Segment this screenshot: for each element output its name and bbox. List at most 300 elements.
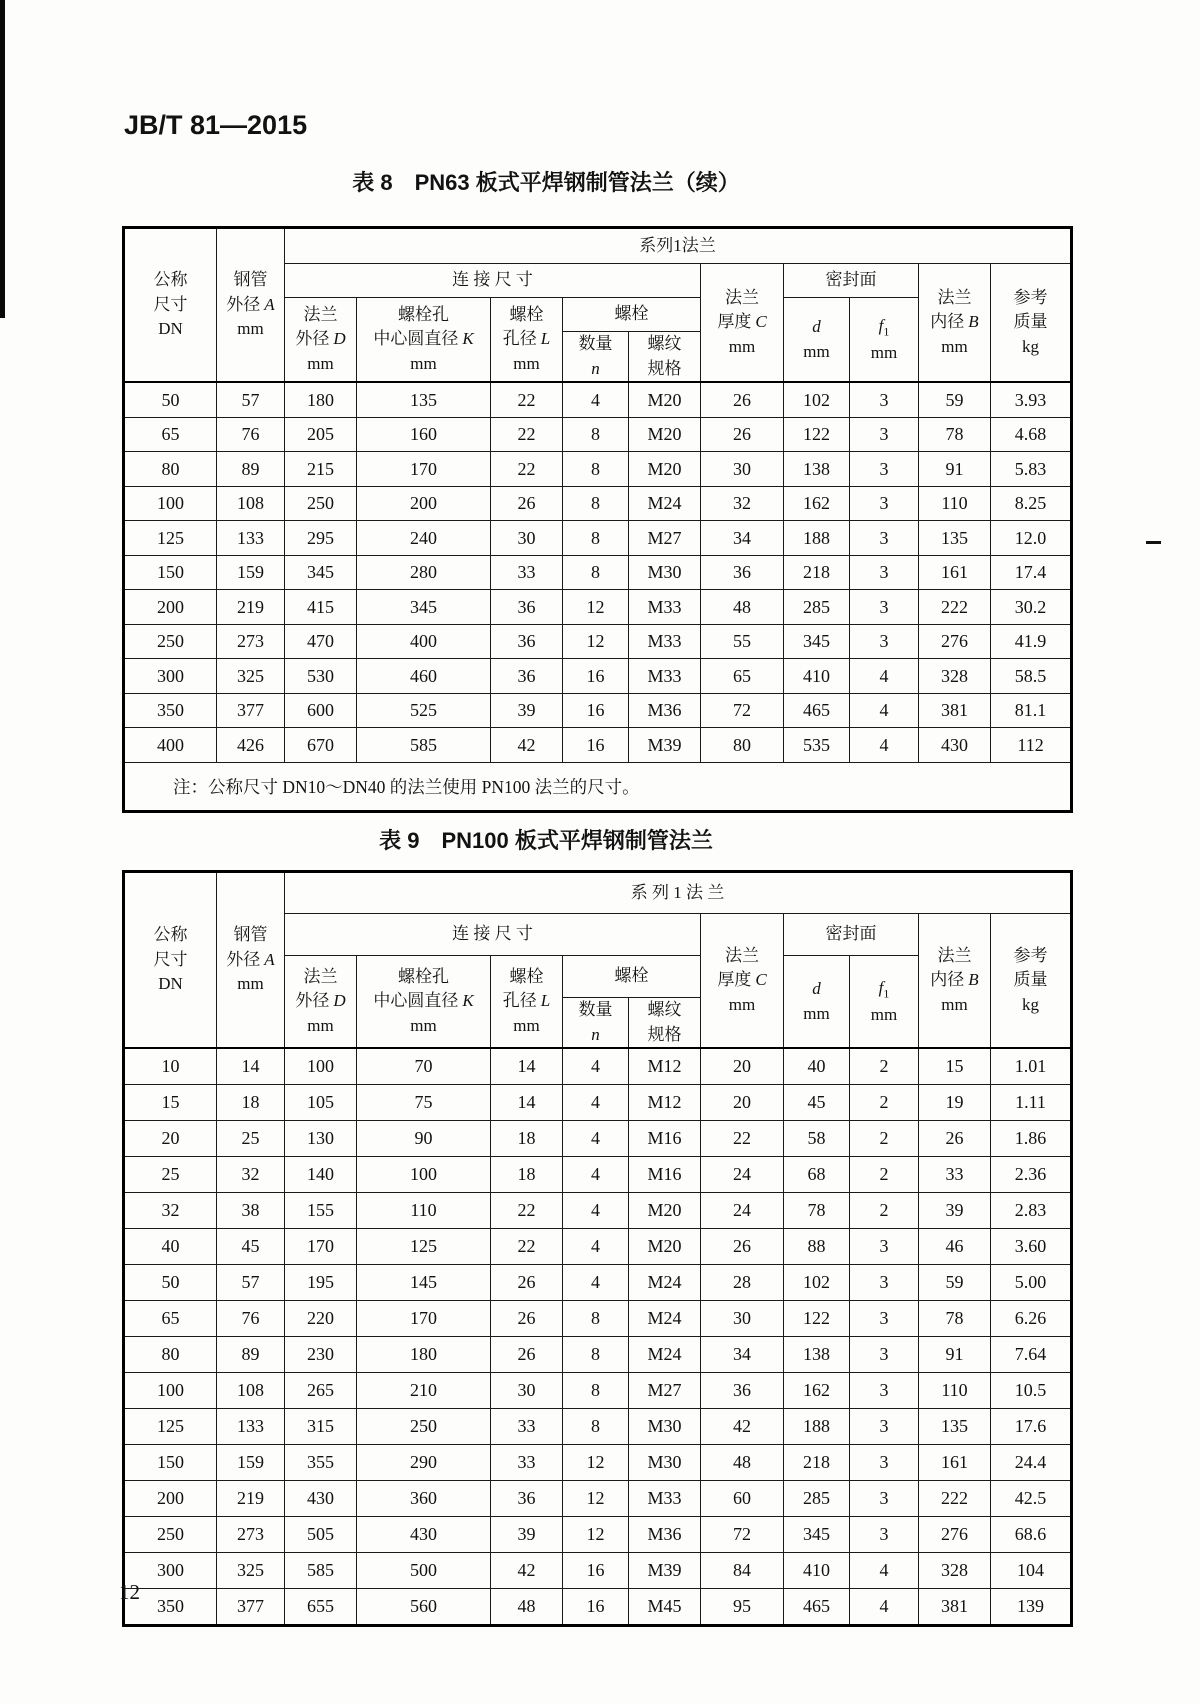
table-cell: 4 [563,1157,629,1193]
table-cell: 200 [124,590,217,625]
table-cell: 218 [784,1445,850,1481]
table-cell: 36 [491,624,563,659]
header-unit: mm [941,336,968,356]
table-row [124,417,1072,452]
table-cell: 125 [124,1409,217,1445]
col-header-seal-d [784,298,850,383]
table-cell: 3 [850,1301,919,1337]
header-unit: mm [941,994,968,1014]
table-cell: M33 [629,1481,701,1517]
table-cell: 58.5 [991,659,1072,694]
table-cell: 250 [357,1409,491,1445]
header-text: 参考 [1013,287,1048,307]
header-text: $f_1$ [878,315,890,339]
table-cell: 88 [784,1229,850,1265]
col-header-flange-od [285,298,357,383]
table-cell: 42.5 [991,1481,1072,1517]
table-cell: 230 [285,1337,357,1373]
table-cell: 170 [357,1301,491,1337]
col-header-bolt-hole [491,956,563,1049]
table-cell: 38 [217,1193,285,1229]
col-header-bolt-circle [357,956,491,1049]
table-cell: 218 [784,555,850,590]
table-cell: 2 [850,1193,919,1229]
table-row [124,1085,1072,1121]
header-text: 螺栓孔 [398,304,449,324]
table-cell: 100 [357,1157,491,1193]
table-cell: M20 [629,382,701,417]
table-cell: 145 [357,1265,491,1301]
table-cell: 3 [850,382,919,417]
header-unit: mm [803,341,830,361]
table-cell: 25 [124,1157,217,1193]
header-unit: mm [803,1003,830,1023]
table-cell: 135 [357,382,491,417]
header-text: 螺纹 [647,1000,682,1019]
table-cell: 3 [850,486,919,521]
table-cell: 135 [919,521,991,556]
table-cell: 5.00 [991,1265,1072,1301]
header-text: n [591,1024,600,1044]
table-cell: 1.01 [991,1048,1072,1085]
table-cell: 33 [491,1445,563,1481]
table-cell: 430 [285,1481,357,1517]
scan-dash-artifact [1146,541,1161,544]
table-cell: 430 [357,1517,491,1553]
col-header-flange-id [919,264,991,383]
header-text: 法兰 [725,945,759,965]
col-header-thickness [701,264,784,383]
table-cell: 80 [701,728,784,763]
table-cell: 8 [563,521,629,556]
table-cell: 95 [701,1589,784,1626]
table-cell: 57 [217,1265,285,1301]
table-cell: 345 [784,1517,850,1553]
table-cell: 155 [285,1193,357,1229]
table-cell: 60 [701,1481,784,1517]
table-cell: 110 [357,1193,491,1229]
table-cell: 108 [217,486,285,521]
table-cell: 3 [850,1337,919,1373]
table-cell: M20 [629,452,701,487]
table-cell: 4 [563,382,629,417]
table-cell: 36 [491,1481,563,1517]
table-cell: 122 [784,1301,850,1337]
table-cell: 133 [217,521,285,556]
table-cell: 160 [357,417,491,452]
table-cell: 57 [217,382,285,417]
table-cell: 16 [563,1589,629,1626]
table-cell: 112 [991,728,1072,763]
header-unit: mm [237,974,264,994]
header-text: 钢管 [233,925,268,945]
table-cell: 470 [285,624,357,659]
table-cell: 655 [285,1589,357,1626]
table-cell: 110 [919,1373,991,1409]
col-header-flange-id [919,914,991,1049]
header-text: 外径 D [295,329,346,349]
table-cell: 40 [784,1048,850,1085]
table-cell: 22 [491,1229,563,1265]
table-row [124,1301,1072,1337]
table-cell: 162 [784,1373,850,1409]
table-cell: 72 [701,693,784,728]
table-cell: 276 [919,624,991,659]
standard-number: JB/T 81—2015 [124,110,308,140]
table-cell: 285 [784,590,850,625]
table-row [124,728,1072,763]
table-cell: 180 [357,1337,491,1373]
table-cell: 8 [563,555,629,590]
table-cell: 25 [217,1121,285,1157]
table-cell: 250 [285,486,357,521]
table-cell: 75 [357,1085,491,1121]
table-cell: M30 [629,1409,701,1445]
table-cell: 28 [701,1265,784,1301]
table-cell: 30 [491,521,563,556]
table-cell: 39 [491,1517,563,1553]
header-text: 规格 [647,1024,682,1044]
table-cell: 33 [491,1409,563,1445]
table-cell: 12 [563,624,629,659]
table-cell: 76 [217,417,285,452]
header-text: 法兰 [303,966,338,986]
header-text: 尺寸 [153,294,188,314]
table-cell: 84 [701,1553,784,1589]
table-cell: 26 [491,1337,563,1373]
table-cell: 4 [850,1553,919,1589]
header-text: 规格 [647,358,682,378]
table-cell: 8 [563,486,629,521]
group-header-series1: 系 列 1 法 兰 [285,872,1072,914]
table-cell: 210 [357,1373,491,1409]
table-cell: M12 [629,1085,701,1121]
table-cell: 10.5 [991,1373,1072,1409]
header-text: DN [158,319,183,339]
header-text: 中心圆直径 K [373,329,474,349]
table-cell: M20 [629,1193,701,1229]
group-header-bolt: 螺栓 [563,298,701,332]
col-header-ref-mass [991,264,1072,383]
header-text: DN [158,974,183,994]
table-cell: M24 [629,1265,701,1301]
table-cell: 55 [701,624,784,659]
table-cell: 42 [491,1553,563,1589]
table-cell: 78 [919,417,991,452]
scan-edge-artifact [0,0,5,318]
table-cell: 18 [491,1121,563,1157]
table-row [124,1409,1072,1445]
table-cell: 19 [919,1085,991,1121]
table-row [124,1048,1072,1085]
table-cell: 430 [919,728,991,763]
table-cell: 560 [357,1589,491,1626]
col-header-bolt-qty [563,332,629,383]
table-cell: 530 [285,659,357,694]
table-cell: 89 [217,452,285,487]
table-cell: 91 [919,452,991,487]
table-cell: 81.1 [991,693,1072,728]
header-unit: mm [870,342,898,362]
table-cell: 68.6 [991,1517,1072,1553]
table-cell: 46 [919,1229,991,1265]
table-cell: 80 [124,1337,217,1373]
table-cell: 20 [124,1121,217,1157]
table-cell: 91 [919,1337,991,1373]
table-cell: 17.6 [991,1409,1072,1445]
table-cell: 50 [124,1265,217,1301]
table-cell: 2.36 [991,1157,1072,1193]
header-text: 法兰 [725,287,759,307]
table-cell: 40 [124,1229,217,1265]
table-cell: 500 [357,1553,491,1589]
table-cell: 8 [563,1373,629,1409]
header-unit: mm [728,336,756,356]
col-header-pipe-od [217,872,285,1049]
table-cell: M24 [629,486,701,521]
header-text: $f_1$ [878,977,890,1001]
table-cell: M24 [629,1337,701,1373]
header-text: 内径 B [930,970,979,990]
header-text: 法兰 [937,287,972,307]
table-cell: 285 [784,1481,850,1517]
table-cell: M39 [629,1553,701,1589]
table-note: 注：公称尺寸 DN10～DN40 的法兰使用 PN100 法兰的尺寸。 [124,762,1072,811]
table-cell: 138 [784,452,850,487]
table-cell: 410 [784,1553,850,1589]
table-cell: 4 [850,728,919,763]
table-cell: M16 [629,1157,701,1193]
header-text: 质量 [1013,312,1048,332]
table-cell: 222 [919,590,991,625]
table-cell: 135 [919,1409,991,1445]
table-cell: 32 [124,1193,217,1229]
header-unit: mm [728,994,756,1014]
table-cell: 188 [784,521,850,556]
table-cell: 36 [701,555,784,590]
table-cell: 410 [784,659,850,694]
table-cell: 16 [563,693,629,728]
table-cell: 8 [563,1409,629,1445]
table-cell: 34 [701,521,784,556]
group-header-connection: 连 接 尺 寸 [285,914,701,956]
table-cell: 325 [217,659,285,694]
table-cell: 8 [563,417,629,452]
table-cell: 45 [784,1085,850,1121]
table-cell: 3 [850,555,919,590]
header-text: 厚度 C [717,970,767,990]
table-cell: 20 [701,1085,784,1121]
table-cell: 48 [491,1589,563,1626]
table-cell: 5.83 [991,452,1072,487]
header-unit: mm [307,1015,334,1035]
table-cell: 200 [124,1481,217,1517]
header-text: 孔径 L [502,991,551,1011]
table-cell: 72 [701,1517,784,1553]
table-cell: 36 [491,590,563,625]
table-cell: 159 [217,1445,285,1481]
table-cell: 2.83 [991,1193,1072,1229]
table-cell: 3 [850,1265,919,1301]
table-cell: 26 [491,486,563,521]
table-cell: M20 [629,1229,701,1265]
table-cell: 180 [285,382,357,417]
page-number: 12 [119,1580,140,1604]
table-cell: 535 [784,728,850,763]
table-row [124,590,1072,625]
table-cell: 14 [491,1085,563,1121]
table-cell: 505 [285,1517,357,1553]
table-cell: 3 [850,452,919,487]
col-header-thickness [701,914,784,1049]
table-cell: 3 [850,1445,919,1481]
table-cell: 138 [784,1337,850,1373]
table-cell: 16 [563,659,629,694]
table-row [124,382,1072,417]
table-cell: 26 [701,417,784,452]
table-cell: 102 [784,382,850,417]
table-cell: 100 [285,1048,357,1085]
table-cell: 4 [563,1229,629,1265]
table-cell: 22 [491,1193,563,1229]
scan-speck [0,126,4,142]
table-cell: 381 [919,693,991,728]
table-cell: 17.4 [991,555,1072,590]
table8-title: 表 8 PN63 板式平焊钢制管法兰（续） [352,170,740,195]
header-text: 外径 D [295,991,346,1011]
table-cell: M12 [629,1048,701,1085]
col-header-pipe-od [217,228,285,383]
table-row [124,1265,1072,1301]
table-cell: 26 [491,1265,563,1301]
header-text: 参考 [1013,945,1048,965]
table-cell: 360 [357,1481,491,1517]
table-row [124,659,1072,694]
header-unit: kg [1022,336,1040,356]
table-cell: 670 [285,728,357,763]
table-cell: 377 [217,1589,285,1626]
col-header-dn [124,872,217,1049]
header-text: 公称 [153,270,188,290]
table-cell: 33 [919,1157,991,1193]
table-cell: M36 [629,1517,701,1553]
table-row [124,693,1072,728]
table-cell: 59 [919,382,991,417]
table-cell: 48 [701,1445,784,1481]
table-cell: 345 [784,624,850,659]
table-cell: M33 [629,659,701,694]
table-cell: 381 [919,1589,991,1626]
table-cell: 265 [285,1373,357,1409]
table-cell: 42 [491,728,563,763]
table-cell: 102 [784,1265,850,1301]
table-row [124,1553,1072,1589]
header-text: 螺栓 [509,966,544,986]
table-cell: 350 [124,1589,217,1626]
table9-body [124,1048,1072,1626]
table-cell: 315 [285,1409,357,1445]
table-cell: 24.4 [991,1445,1072,1481]
table-cell: 125 [124,521,217,556]
table9-title: 表 9 PN100 板式平焊钢制管法兰 [379,828,713,853]
table-cell: 58 [784,1121,850,1157]
table-cell: 48 [701,590,784,625]
table-cell: 14 [217,1048,285,1085]
table-cell: 400 [124,728,217,763]
table-cell: 300 [124,1553,217,1589]
header-text: 外径 A [226,949,275,969]
table-cell: 26 [919,1121,991,1157]
group-header-series1: 系列1法兰 [285,228,1072,264]
table-cell: 12.0 [991,521,1072,556]
group-header-connection: 连 接 尺 寸 [285,264,701,298]
table-row [124,521,1072,556]
header-text: 数量 [578,334,613,353]
table-cell: 276 [919,1517,991,1553]
header-text: 外径 A [226,294,275,314]
header-text: 数量 [578,1000,613,1019]
table-cell: 170 [285,1229,357,1265]
table-cell: 3 [850,1481,919,1517]
table-cell: 161 [919,1445,991,1481]
table-cell: M16 [629,1121,701,1157]
table-cell: 26 [701,382,784,417]
table-cell: 30.2 [991,590,1072,625]
col-header-flange-od [285,956,357,1049]
group-header-seal-face: 密封面 [784,914,919,956]
header-text: 公称 [153,925,188,945]
table-cell: 59 [919,1265,991,1301]
table-cell: M33 [629,590,701,625]
table-cell: 400 [357,624,491,659]
table-cell: 273 [217,1517,285,1553]
header-text: 厚度 C [717,312,767,332]
table-row [124,1193,1072,1229]
table-cell: 161 [919,555,991,590]
table-row [124,1121,1072,1157]
table-cell: 6.26 [991,1301,1072,1337]
table-cell: 45 [217,1229,285,1265]
table-cell: 4 [563,1048,629,1085]
header-unit: kg [1022,994,1040,1014]
table-cell: 345 [285,555,357,590]
header-text: d [812,979,821,998]
col-header-ref-mass [991,914,1072,1049]
table-cell: 65 [701,659,784,694]
table-cell: 8 [563,452,629,487]
table-cell: 4 [563,1265,629,1301]
table-cell: M33 [629,624,701,659]
table-cell: 105 [285,1085,357,1121]
table-cell: 18 [491,1157,563,1193]
header-text: 尺寸 [153,949,188,969]
table-cell: M45 [629,1589,701,1626]
table-cell: 290 [357,1445,491,1481]
table-row [124,452,1072,487]
header-text: 中心圆直径 K [373,991,474,1011]
table-cell: 4 [563,1121,629,1157]
table-cell: 65 [124,417,217,452]
table-cell: 125 [357,1229,491,1265]
table-cell: M24 [629,1301,701,1337]
table-cell: 415 [285,590,357,625]
table-cell: 525 [357,693,491,728]
table-cell: M30 [629,1445,701,1481]
table-cell: 12 [563,1481,629,1517]
table-cell: 240 [357,521,491,556]
table-cell: M27 [629,1373,701,1409]
table-cell: 4 [850,1589,919,1626]
